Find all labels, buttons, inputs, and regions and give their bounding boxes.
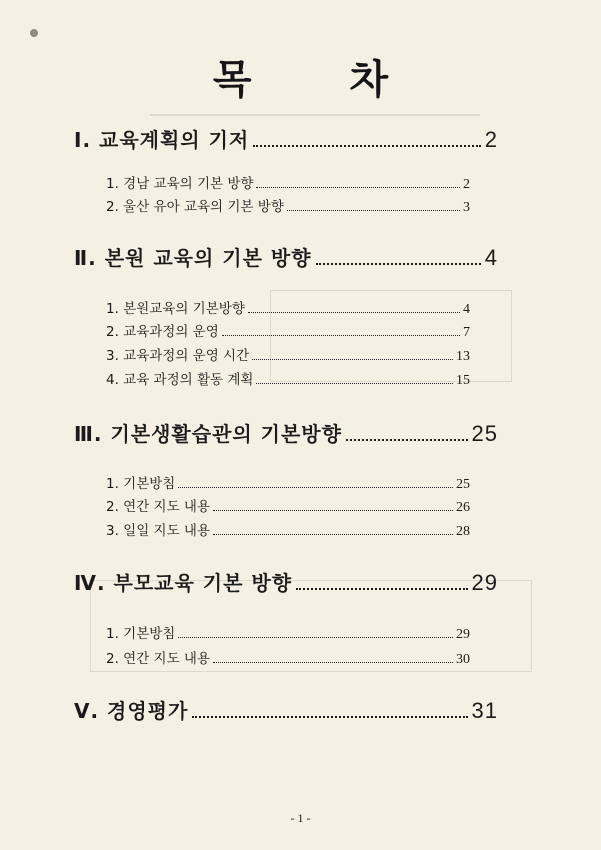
toc-section-page: 4: [484, 245, 498, 270]
toc-section: [74, 695, 498, 724]
toc-section-page: 31: [471, 698, 498, 723]
dot-leader: [346, 428, 468, 441]
dot-leader: [252, 353, 453, 360]
toc-section-label: Ⅱ. 본원 교육의 기본 방향: [74, 246, 312, 270]
toc-item-label: 1. 경남 교육의 기본 방향: [106, 176, 254, 192]
dot-leader: [192, 705, 467, 718]
toc-item-page: 29: [456, 627, 470, 642]
toc-section-page: 2: [484, 127, 498, 152]
toc-item-label: 2. 교육과정의 운영: [106, 324, 219, 340]
toc-item-label: 3. 교육과정의 운영 시간: [106, 348, 250, 364]
toc-item-label: 1. 기본방침: [106, 626, 176, 642]
toc-item-label: 3. 일일 지도 내용: [106, 523, 210, 539]
toc-item: [106, 320, 470, 341]
toc-section-label: Ⅳ. 부모교육 기본 방향: [74, 571, 293, 595]
toc-section-page: 25: [471, 421, 498, 446]
dot-leader: [248, 306, 460, 313]
toc-item: [106, 647, 470, 668]
dot-leader: [178, 481, 453, 488]
ink-spot: [30, 29, 38, 37]
toc-section-page: 29: [471, 570, 498, 595]
toc-section-label: Ⅴ. 경영평가: [74, 699, 189, 723]
toc-item: [106, 297, 470, 318]
toc-item-page: 7: [463, 325, 470, 340]
dot-leader: [253, 134, 481, 147]
toc-item-page: 4: [463, 302, 470, 317]
toc-item: [106, 472, 470, 493]
toc-item-page: 25: [456, 477, 470, 492]
dot-leader: [256, 181, 460, 188]
dot-leader: [296, 577, 467, 590]
toc-section: [74, 567, 498, 596]
page-title: 목 차: [212, 56, 431, 103]
toc-item-page: 15: [456, 373, 470, 388]
toc-item-label: 2. 연간 지도 내용: [106, 499, 210, 515]
toc-section: [74, 418, 498, 447]
dot-leader: [213, 504, 453, 511]
toc-item-page: 28: [456, 524, 470, 539]
dot-leader: [213, 528, 453, 535]
dot-leader: [316, 252, 481, 265]
toc-item-page: 3: [463, 200, 470, 215]
toc-section-label: Ⅰ. 교육계획의 기저: [74, 128, 250, 152]
toc-item: [106, 344, 470, 365]
toc-item-label: 2. 울산 유아 교육의 기본 방향: [106, 199, 284, 215]
toc-item-label: 4. 교육 과정의 활동 계획: [106, 372, 254, 388]
page-number-footer: - 1 -: [290, 811, 311, 825]
toc-item: [106, 195, 470, 216]
toc-item-page: 2: [463, 177, 470, 192]
toc-item-label: 1. 기본방침: [106, 476, 176, 492]
toc-item: [106, 495, 470, 516]
toc-item-label: 1. 본원교육의 기본방향: [106, 301, 245, 317]
toc-section-label: Ⅲ. 기본생활습관의 기본방향: [74, 422, 342, 446]
toc-item-page: 13: [456, 349, 470, 364]
dot-leader: [256, 377, 453, 384]
toc-item: [106, 172, 470, 193]
toc-item-page: 26: [456, 500, 470, 515]
toc-item: [106, 519, 470, 540]
toc-item-page: 30: [456, 652, 470, 667]
toc-section: [74, 242, 498, 271]
toc-item: [106, 622, 470, 643]
dot-leader: [222, 329, 460, 336]
toc-item: [106, 368, 470, 389]
toc-item-label: 2. 연간 지도 내용: [106, 651, 210, 667]
dot-leader: [178, 631, 453, 638]
toc-section: [74, 124, 498, 153]
dot-leader: [287, 204, 460, 211]
dot-leader: [213, 656, 453, 663]
